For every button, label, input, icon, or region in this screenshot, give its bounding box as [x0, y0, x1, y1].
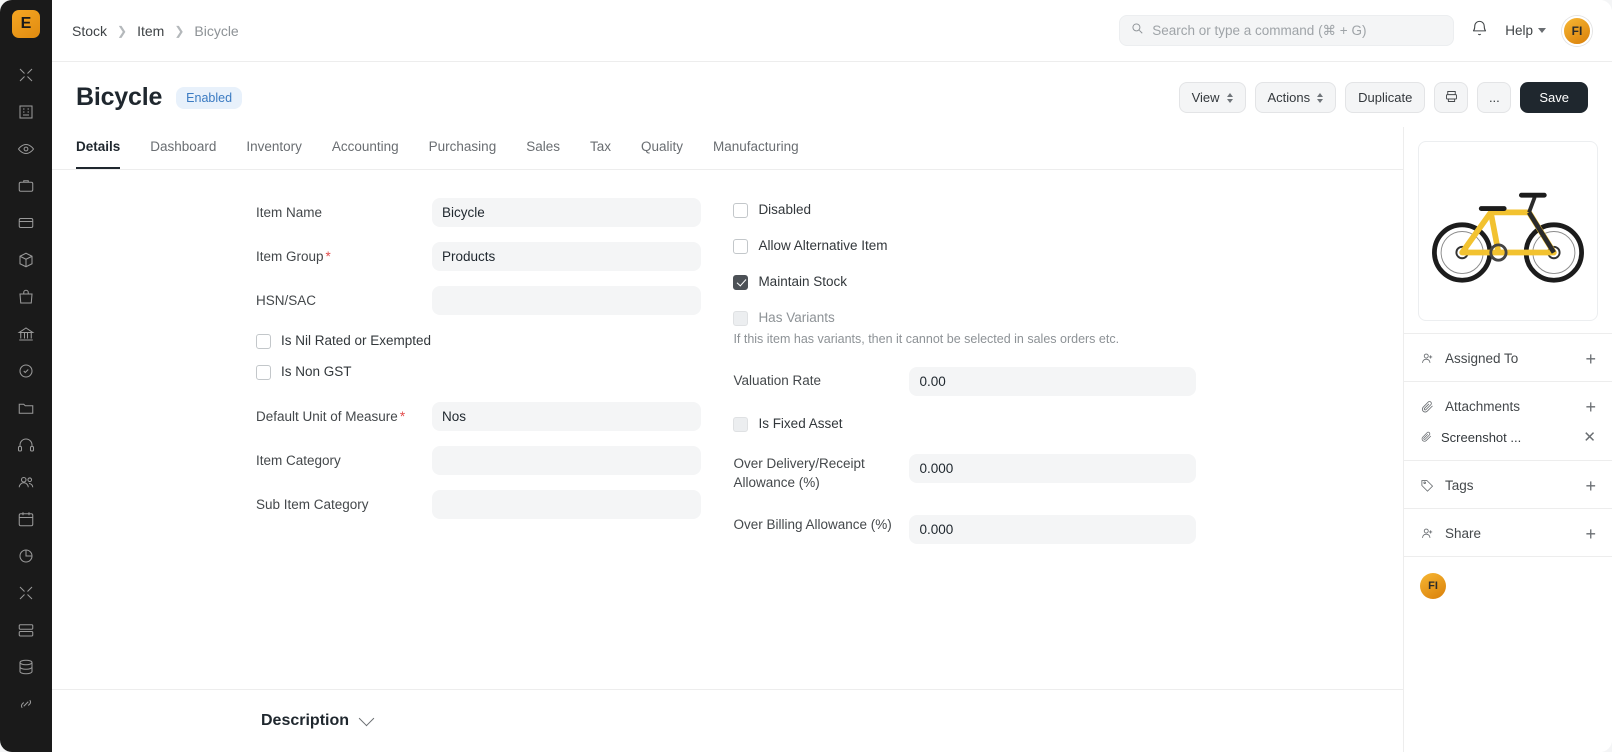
field-disabled[interactable]: [733, 202, 1358, 218]
allow-alternative-item-label: Allow Alternative Item: [758, 238, 888, 253]
briefcase-icon[interactable]: [11, 171, 41, 201]
tools-icon[interactable]: [11, 60, 41, 90]
assigned-to-label: Assigned To: [1445, 351, 1519, 366]
app-logo[interactable]: E: [12, 10, 40, 38]
tab-inventory[interactable]: Inventory: [246, 139, 302, 154]
tags-header: [1420, 477, 1596, 494]
field-default-uom: [256, 402, 701, 431]
search-input[interactable]: [1119, 15, 1454, 46]
search-icon: [1130, 21, 1144, 40]
over-delivery-allowance-input[interactable]: 0.000: [909, 454, 1196, 483]
breadcrumb: [72, 23, 239, 39]
chevron-down-icon[interactable]: [359, 711, 375, 727]
attachment-remove-icon[interactable]: ✕: [1583, 429, 1596, 446]
bicycle-illustration: [1422, 174, 1594, 289]
has-variants-help-text: If this item has variants, then it cannot be selected in sales orders etc.: [733, 332, 1120, 346]
tab-dashboard[interactable]: Dashboard: [150, 139, 217, 154]
item-category-label: Item Category: [256, 452, 341, 468]
breadcrumb-item-stock[interactable]: Stock: [72, 22, 108, 39]
assigned-to-header: [1420, 350, 1596, 367]
item-name-input[interactable]: Bicycle: [432, 198, 701, 227]
item-name-label: Item Name: [256, 204, 323, 220]
field-item-group: [256, 242, 701, 271]
has-variants-label: Has Variants: [758, 310, 835, 325]
hsn-sac-input[interactable]: [432, 286, 701, 315]
field-is-fixed-asset[interactable]: [733, 416, 1358, 432]
shield-check-icon[interactable]: [11, 356, 41, 386]
actions-label: Actions: [1267, 90, 1311, 105]
description-title: Description: [261, 712, 350, 729]
field-maintain-stock[interactable]: [733, 274, 1358, 290]
main-region: [52, 0, 1612, 752]
over-billing-allowance-input[interactable]: 0.000: [909, 515, 1196, 544]
duplicate-button[interactable]: [1345, 82, 1425, 113]
tab-tax[interactable]: Tax: [589, 139, 611, 154]
over-billing-allowance-label: Over Billing Allowance (%): [733, 516, 892, 532]
card-icon[interactable]: [11, 208, 41, 238]
printer-icon: [1444, 89, 1459, 107]
folder-icon[interactable]: [11, 393, 41, 423]
paperclip-icon: [1420, 398, 1437, 415]
save-button[interactable]: Save: [1520, 82, 1588, 113]
has-variants-checkbox[interactable]: [733, 311, 748, 326]
box-icon[interactable]: [11, 245, 41, 275]
body-split: [52, 127, 1612, 752]
disabled-label: Disabled: [758, 202, 811, 217]
link-tools-icon[interactable]: [11, 689, 41, 719]
field-over-delivery-allowance: [733, 454, 1358, 493]
avatar[interactable]: FI: [1420, 573, 1446, 599]
item-category-input[interactable]: [432, 446, 701, 475]
sidebar-section-attachments: [1404, 381, 1612, 460]
tag-icon: [1420, 477, 1437, 494]
share-add-button[interactable]: +: [1585, 523, 1596, 544]
users-icon[interactable]: [11, 467, 41, 497]
right-sidebar: [1404, 127, 1612, 752]
item-group-input[interactable]: Products: [432, 242, 701, 271]
database-icon[interactable]: [11, 652, 41, 682]
top-navbar: [52, 0, 1612, 62]
headset-icon[interactable]: [11, 430, 41, 460]
field-item-name: [256, 198, 701, 227]
description-section-header[interactable]: [52, 689, 1403, 752]
sidebar-section-tags: [1404, 460, 1612, 508]
building-icon[interactable]: [11, 97, 41, 127]
tab-sales[interactable]: Sales: [526, 139, 560, 154]
tab-details[interactable]: Details: [76, 127, 120, 169]
page-header: [52, 62, 1612, 127]
ellipsis-icon: ...: [1488, 90, 1500, 105]
required-marker: *: [399, 408, 406, 424]
details-form: [52, 170, 1403, 689]
field-has-variants[interactable]: [733, 310, 1358, 326]
sidebar-section-share: [1404, 508, 1612, 556]
assign-user-icon: [1420, 350, 1437, 367]
disabled-checkbox[interactable]: [733, 203, 748, 218]
form-column-right: [733, 198, 1358, 689]
item-group-label: Item Group *: [256, 248, 331, 264]
attachments-label: Attachments: [1445, 399, 1521, 414]
assigned-to-add-button[interactable]: +: [1585, 348, 1596, 369]
field-valuation-rate: [733, 367, 1358, 396]
attachments-add-button[interactable]: +: [1585, 396, 1596, 417]
tab-purchasing[interactable]: Purchasing: [428, 139, 497, 154]
default-uom-label: Default Unit of Measure *: [256, 408, 406, 424]
attachment-name: Screenshot ...: [1441, 429, 1522, 445]
tab-accounting[interactable]: Accounting: [331, 139, 399, 154]
status-badge: Enabled: [176, 87, 242, 109]
attachments-header: [1420, 398, 1596, 415]
sub-item-category-input[interactable]: [432, 490, 701, 519]
field-hsn-sac: [256, 286, 701, 315]
calendar-icon[interactable]: [11, 504, 41, 534]
bank-icon[interactable]: [11, 319, 41, 349]
pie-chart-icon[interactable]: [11, 541, 41, 571]
is-nil-rated-checkbox[interactable]: [256, 334, 271, 349]
avatar[interactable]: FI: [1562, 16, 1592, 46]
valuation-rate-input[interactable]: 0.00: [909, 367, 1196, 396]
field-item-category: [256, 446, 701, 475]
hsn-sac-label: HSN/SAC: [256, 292, 317, 308]
help-label: Help: [1505, 23, 1533, 38]
field-sub-item-category: [256, 490, 701, 519]
updown-icon: [1227, 93, 1233, 103]
paperclip-icon: [1420, 430, 1434, 444]
field-allow-alternative-item[interactable]: [733, 238, 1358, 254]
tab-manufacturing[interactable]: Manufacturing: [713, 139, 799, 154]
shared-user-row: [1404, 556, 1612, 615]
tab-bar: [52, 127, 1403, 170]
form-content: [52, 127, 1404, 752]
is-non-gst-label: Is Non GST: [281, 364, 352, 379]
sidebar-section-assigned-to: [1404, 333, 1612, 381]
bell-icon[interactable]: [1470, 19, 1489, 43]
tags-label: Tags: [1445, 478, 1474, 493]
field-is-nil-rated[interactable]: [256, 333, 701, 349]
chevron-down-icon: [1538, 28, 1546, 33]
view-label: View: [1191, 90, 1220, 105]
settings-tools-icon[interactable]: [11, 578, 41, 608]
share-label: Share: [1445, 526, 1482, 541]
sub-item-category-label: Sub Item Category: [256, 496, 369, 512]
attachment-item[interactable]: [1420, 428, 1596, 446]
product-image[interactable]: [1418, 141, 1598, 321]
print-button[interactable]: [1434, 82, 1468, 113]
updown-icon: [1317, 93, 1323, 103]
maintain-stock-label: Maintain Stock: [758, 274, 847, 289]
is-nil-rated-label: Is Nil Rated or Exempted: [281, 333, 432, 348]
server-icon[interactable]: [11, 615, 41, 645]
breadcrumb-separator-icon: ❯: [174, 23, 185, 38]
breadcrumb-item-current: Bicycle: [194, 22, 239, 39]
page-title: Bicycle: [76, 83, 163, 111]
actions-button[interactable]: [1255, 82, 1337, 113]
over-delivery-allowance-label: Over Delivery/Receipt Allowance (%): [733, 455, 865, 491]
field-is-non-gst[interactable]: [256, 364, 701, 380]
left-icon-rail: [0, 0, 52, 752]
bag-icon[interactable]: [11, 282, 41, 312]
more-options-button[interactable]: [1477, 82, 1511, 113]
navbar-right: [1119, 15, 1592, 46]
eye-icon[interactable]: [11, 134, 41, 164]
allow-alternative-item-checkbox[interactable]: [733, 239, 748, 254]
help-menu[interactable]: [1505, 23, 1546, 38]
is-fixed-asset-label: Is Fixed Asset: [758, 415, 843, 431]
is-fixed-asset-checkbox[interactable]: [733, 417, 748, 432]
page-actions: [1179, 82, 1588, 113]
breadcrumb-separator-icon: ❯: [117, 23, 128, 38]
tab-quality[interactable]: Quality: [641, 139, 684, 154]
search-placeholder: Search or type a command (⌘ + G): [1152, 22, 1367, 38]
is-non-gst-checkbox[interactable]: [256, 365, 271, 380]
field-over-billing-allowance: [733, 515, 1358, 544]
valuation-rate-label: Valuation Rate: [733, 373, 821, 389]
breadcrumb-item-item[interactable]: Item: [137, 22, 165, 39]
form-column-left: [76, 198, 701, 689]
share-header: [1420, 525, 1596, 542]
tags-add-button[interactable]: +: [1585, 475, 1596, 496]
share-user-icon: [1420, 525, 1437, 542]
required-marker: *: [325, 248, 331, 264]
view-button[interactable]: [1179, 82, 1246, 113]
product-image-wrapper: [1404, 127, 1612, 333]
default-uom-input[interactable]: Nos: [432, 402, 701, 431]
duplicate-label: Duplicate: [1358, 90, 1413, 105]
maintain-stock-checkbox[interactable]: [733, 275, 748, 290]
